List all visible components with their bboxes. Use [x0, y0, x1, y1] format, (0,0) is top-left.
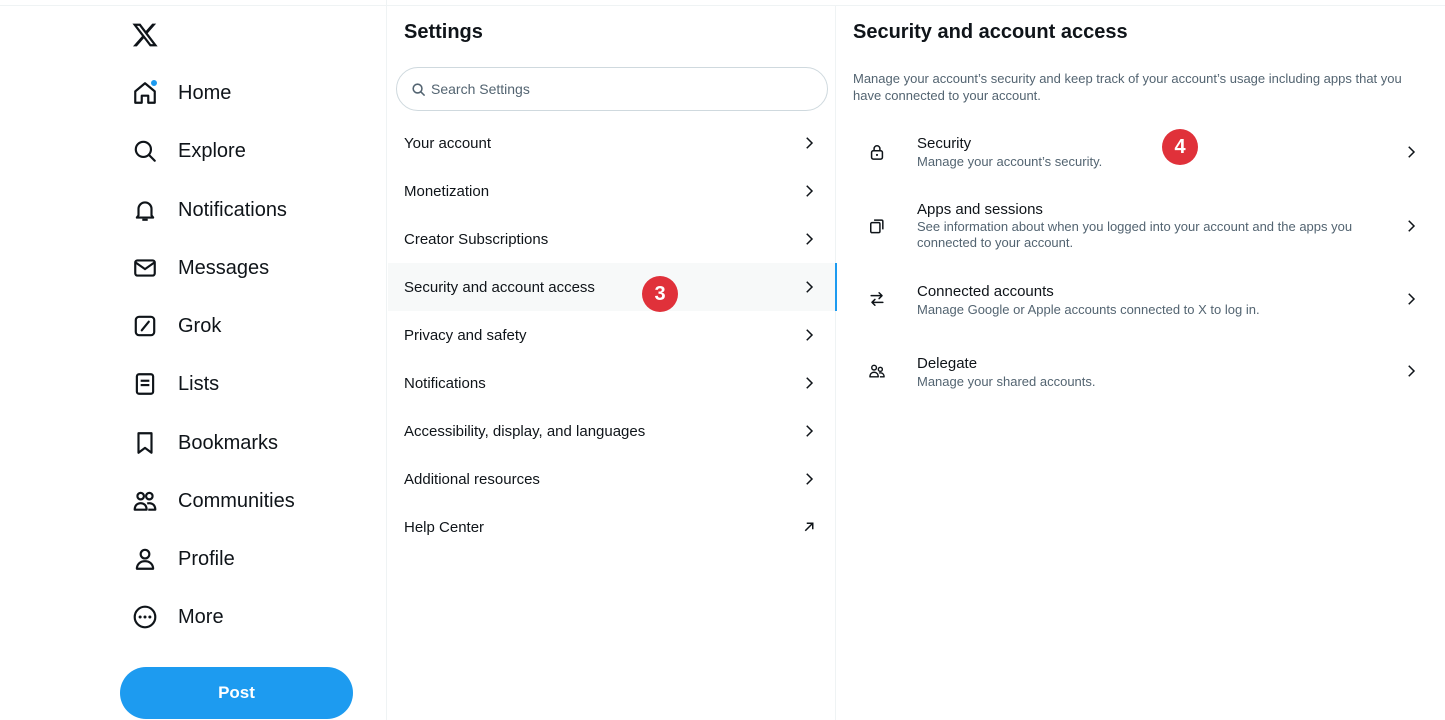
settings-item-notifications[interactable] [388, 359, 836, 407]
settings-item-label: Help Center [404, 518, 485, 536]
settings-title: Settings [404, 21, 483, 43]
sidebar-item-label: Home [178, 81, 232, 104]
sidebar-item-label: Lists [178, 372, 220, 395]
chevron-right-icon [800, 134, 818, 152]
settings-panel [388, 6, 836, 720]
more-circle-icon [131, 603, 159, 631]
sidebar-item-label: Messages [178, 256, 270, 279]
settings-item-label: Additional resources [404, 470, 540, 488]
detail-item-delegate[interactable] [837, 346, 1434, 402]
settings-item-security-and-account-access[interactable] [388, 263, 836, 311]
settings-item-label: Security and account access [404, 278, 595, 296]
home-icon [131, 79, 159, 107]
detail-item-label: Apps and sessions [917, 201, 1043, 218]
chevron-right-icon [800, 374, 818, 392]
detail-item-security[interactable] [837, 124, 1434, 180]
sidebar-item-home[interactable] [131, 73, 231, 113]
chevron-right-icon [1402, 290, 1420, 308]
settings-item-accessibility[interactable] [388, 407, 836, 455]
sidebar-item-lists[interactable] [131, 364, 219, 404]
primary-sidebar [0, 0, 387, 720]
sidebar-item-grok[interactable] [131, 306, 221, 346]
detail-item-label: Delegate [917, 355, 978, 372]
sidebar-item-notifications[interactable] [131, 190, 287, 230]
chevron-right-icon [800, 230, 818, 248]
security-detail-panel [837, 6, 1434, 720]
settings-item-privacy-and-safety[interactable] [388, 311, 836, 359]
grok-icon [131, 312, 159, 340]
detail-item-subtitle: Manage your shared accounts. [917, 374, 1096, 389]
apps-icon [867, 216, 887, 236]
chevron-right-icon [800, 422, 818, 440]
step-badge-4: 4 [1162, 129, 1198, 165]
bookmark-icon [131, 429, 159, 457]
sidebar-item-messages[interactable] [131, 248, 269, 288]
sidebar-item-more[interactable] [131, 597, 224, 637]
search-settings-box[interactable] [396, 67, 828, 111]
settings-item-label: Your account [404, 134, 492, 152]
notification-dot [150, 79, 158, 87]
settings-item-label: Accessibility, display, and languages [404, 422, 646, 440]
step-badge-3: 3 [642, 276, 678, 312]
sidebar-item-bookmarks[interactable] [131, 423, 278, 463]
search-icon [131, 137, 159, 165]
settings-item-help-center[interactable] [388, 503, 836, 551]
sidebar-item-label: Profile [178, 547, 235, 570]
sidebar-item-label: Bookmarks [178, 431, 279, 454]
lock-icon [867, 142, 887, 162]
detail-item-label: Connected accounts [917, 283, 1054, 300]
sidebar-item-communities[interactable] [131, 481, 295, 521]
chevron-right-icon [800, 182, 818, 200]
sidebar-item-profile[interactable] [131, 539, 235, 579]
detail-item-subtitle: Manage your account’s security. [917, 154, 1103, 169]
communities-icon [131, 487, 159, 515]
chevron-right-icon [800, 278, 818, 296]
sidebar-item-label: Communities [178, 489, 295, 512]
swap-arrows-icon [867, 289, 887, 309]
settings-item-label: Privacy and safety [404, 326, 527, 344]
bell-icon [131, 196, 159, 224]
detail-item-apps-and-sessions[interactable] [837, 192, 1434, 264]
sidebar-item-label: More [178, 605, 224, 628]
search-settings-input[interactable] [431, 81, 811, 97]
chevron-right-icon [1402, 143, 1420, 161]
detail-item-label: Security [917, 135, 972, 152]
people-icon [867, 361, 887, 381]
settings-item-creator-subscriptions[interactable] [388, 215, 836, 263]
detail-item-connected-accounts[interactable] [837, 274, 1434, 330]
chevron-right-icon [1402, 362, 1420, 380]
sidebar-item-label: Notifications [178, 198, 287, 221]
detail-item-subtitle: Manage Google or Apple accounts connected to X to log in. [917, 302, 1260, 317]
sidebar-item-label: Grok [178, 314, 222, 337]
settings-item-label: Creator Subscriptions [404, 230, 549, 248]
page-description: Manage your account’s security and keep track of your account’s usage including apps that you have connected to your account. [853, 71, 1402, 103]
chevron-right-icon [800, 470, 818, 488]
chevron-right-icon [800, 326, 818, 344]
settings-item-additional-resources[interactable] [388, 455, 836, 503]
post-button[interactable]: Post [120, 667, 353, 719]
x-logo-icon[interactable] [131, 21, 161, 49]
settings-item-label: Monetization [404, 182, 490, 200]
settings-item-your-account[interactable] [388, 119, 836, 167]
settings-item-label: Notifications [404, 374, 486, 392]
list-icon [131, 370, 159, 398]
sidebar-item-explore[interactable] [131, 131, 246, 171]
detail-item-subtitle: See information about when you logged into your account and the apps you connected to your account. [917, 219, 1353, 250]
settings-item-monetization[interactable] [388, 167, 836, 215]
external-link-arrow-icon [800, 518, 818, 536]
envelope-icon [131, 254, 159, 282]
search-icon [411, 82, 426, 97]
sidebar-item-label: Explore [178, 139, 246, 162]
person-icon [131, 545, 159, 573]
page-title: Security and account access [853, 21, 1128, 43]
chevron-right-icon [1402, 217, 1420, 235]
